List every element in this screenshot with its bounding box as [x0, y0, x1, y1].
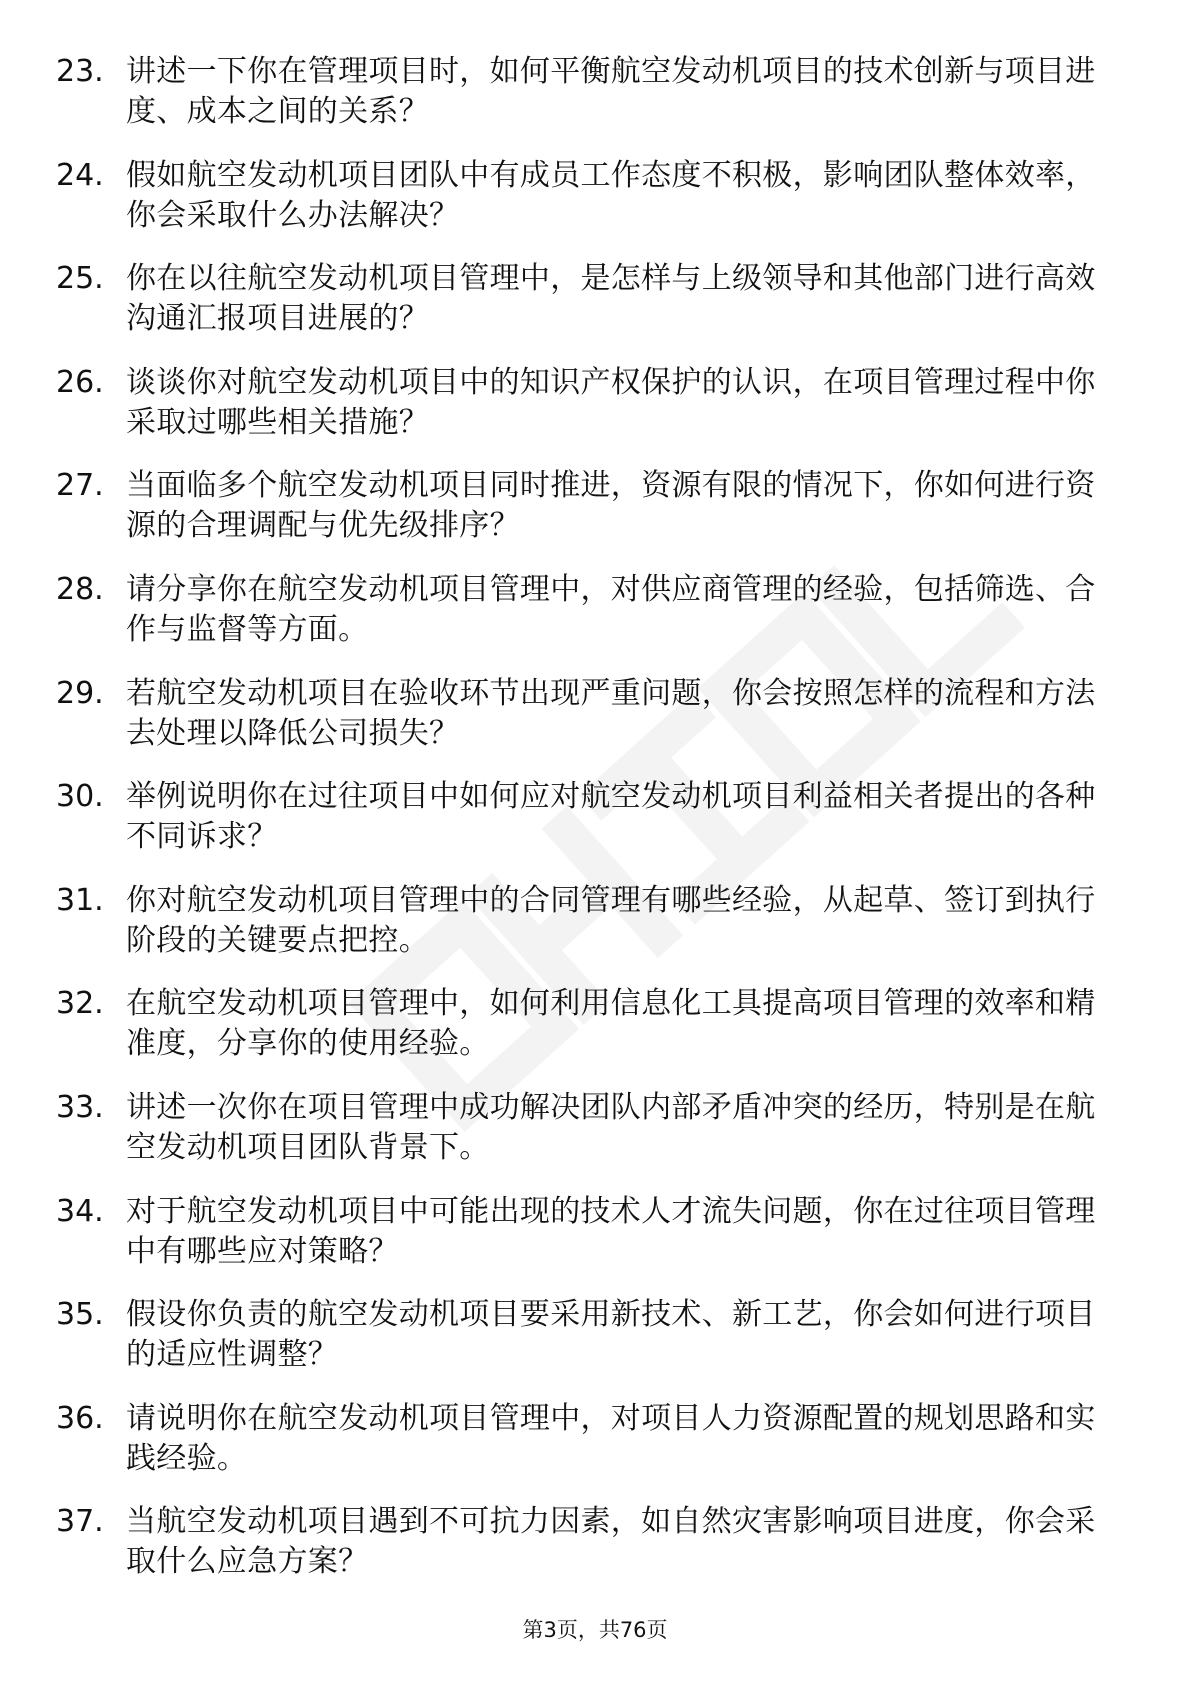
- question-item: [56, 1502, 1116, 1606]
- question-text: 假如航空发动机项目团队中有成员工作态度不积极，影响团队整体效率，你会采取什么办法解决？: [126, 157, 1096, 233]
- question-number: 30.: [56, 779, 104, 815]
- question-item: [56, 674, 1116, 778]
- question-list: [56, 52, 1116, 1606]
- question-item: [56, 363, 1116, 467]
- question-text: 假设你负责的航空发动机项目要采用新技术、新工艺，你会如何进行项目的适应性调整？: [126, 1297, 1096, 1373]
- question-item: [56, 466, 1116, 570]
- question-text: 当面临多个航空发动机项目同时推进，资源有限的情况下，你如何进行资源的合理调配与优先级排序？: [126, 468, 1096, 544]
- question-number: 28.: [56, 571, 104, 607]
- page-footer: 第3页，共76页: [522, 1618, 668, 1642]
- question-number: 35.: [56, 1297, 104, 1333]
- question-text: 讲述一下你在管理项目时，如何平衡航空发动机项目的技术创新与项目进度、成本之间的关系？: [126, 54, 1096, 129]
- question-text: 讲述一次你在项目管理中成功解决团队内部矛盾冲突的经历，特别是在航空发动机项目团队背景下。: [126, 1089, 1096, 1165]
- question-item: [56, 1295, 1116, 1399]
- question-number: 26.: [56, 364, 104, 400]
- question-number: 24.: [56, 157, 104, 193]
- question-item: [56, 1192, 1116, 1296]
- question-text: 若航空发动机项目在验收环节出现严重问题，你会按照怎样的流程和方法去处理以降低公司损失？: [126, 675, 1096, 751]
- question-text: 举例说明你在过往项目中如何应对航空发动机项目利益相关者提出的各种不同诉求？: [126, 779, 1096, 855]
- question-number: 37.: [56, 1504, 104, 1540]
- question-item: [56, 156, 1116, 260]
- question-item: [56, 259, 1116, 363]
- question-item: [56, 984, 1116, 1088]
- question-number: 29.: [56, 675, 104, 711]
- question-number: 32.: [56, 986, 104, 1022]
- question-item: [56, 52, 1116, 156]
- question-number: 25.: [56, 261, 104, 297]
- question-text: 谈谈你对航空发动机项目中的知识产权保护的认识，在项目管理过程中你采取过哪些相关措施？: [126, 364, 1096, 440]
- question-number: 31.: [56, 882, 104, 918]
- question-text: 对于航空发动机项目中可能出现的技术人才流失问题，你在过往项目管理中有哪些应对策略？: [126, 1193, 1096, 1269]
- question-text: 你对航空发动机项目管理中的合同管理有哪些经验，从起草、签订到执行阶段的关键要点把控。: [126, 882, 1096, 958]
- question-number: 23.: [56, 54, 104, 89]
- question-number: 27.: [56, 468, 104, 504]
- question-item: [56, 1088, 1116, 1192]
- question-number: 34.: [56, 1193, 104, 1229]
- question-item: [56, 881, 1116, 985]
- question-text: 当航空发动机项目遇到不可抗力因素，如自然灾害影响项目进度，你会采取什么应急方案？: [126, 1504, 1096, 1580]
- question-text: 请说明你在航空发动机项目管理中，对项目人力资源配置的规划思路和实践经验。: [126, 1400, 1096, 1476]
- question-number: 33.: [56, 1089, 104, 1125]
- question-text: 请分享你在航空发动机项目管理中，对供应商管理的经验，包括筛选、合作与监督等方面。: [126, 571, 1096, 647]
- question-text: 你在以往航空发动机项目管理中，是怎样与上级领导和其他部门进行高效沟通汇报项目进展的？: [126, 261, 1096, 337]
- question-number: 36.: [56, 1400, 104, 1436]
- question-item: [56, 1399, 1116, 1503]
- question-item: [56, 570, 1116, 674]
- question-text: 在航空发动机项目管理中，如何利用信息化工具提高项目管理的效率和精准度，分享你的使用经验。: [126, 986, 1096, 1062]
- question-item: [56, 777, 1116, 881]
